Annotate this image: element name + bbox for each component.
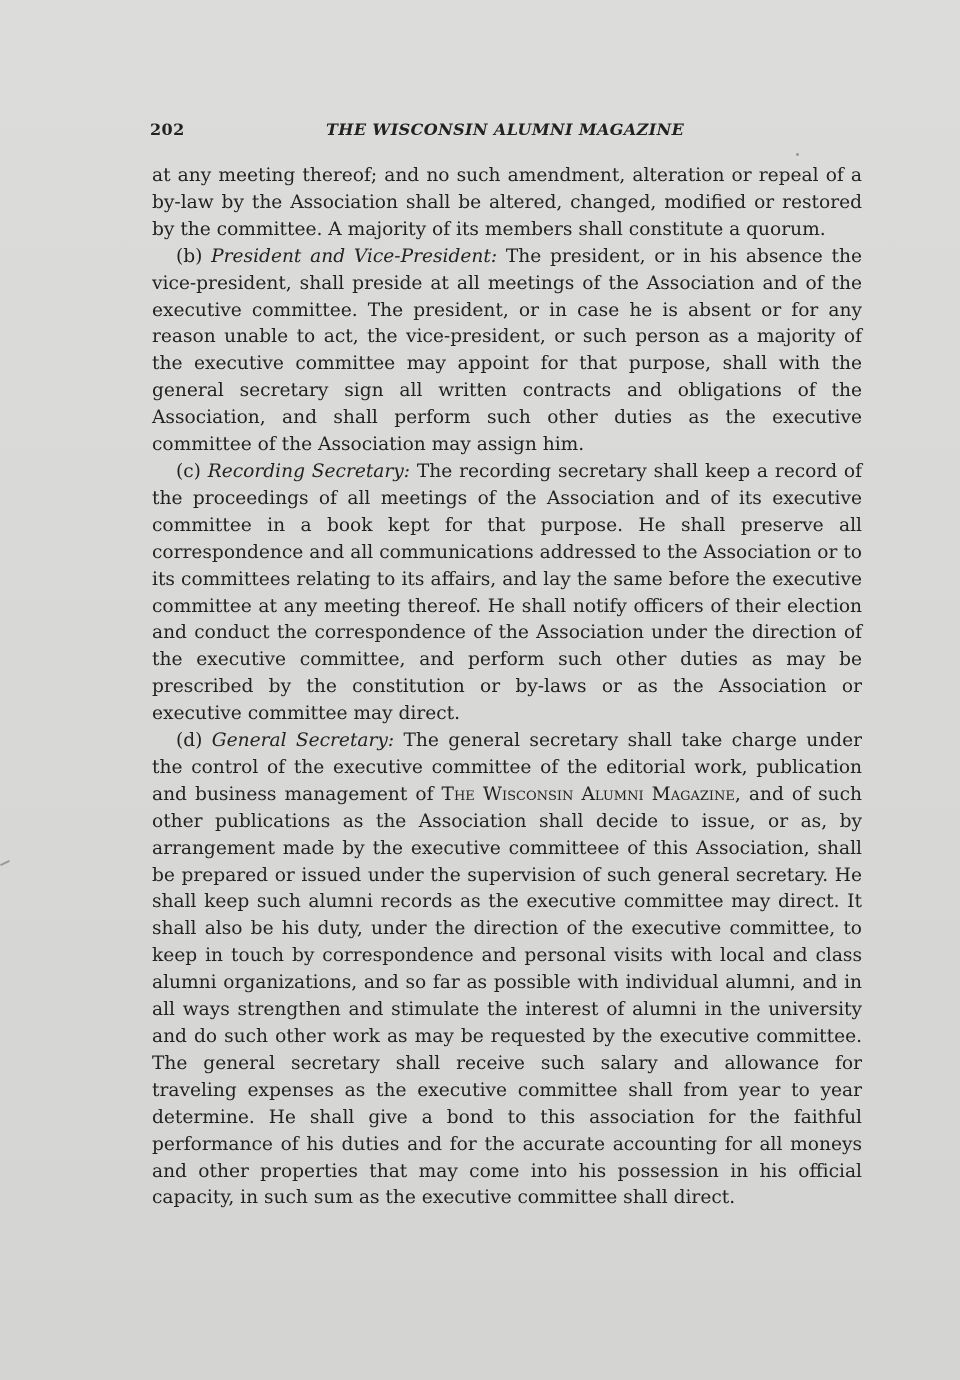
paragraph-lead: Recording Secretary: — [207, 460, 411, 482]
page-number: 202 — [150, 120, 185, 139]
paragraph-continuation — [152, 163, 862, 244]
page-header — [150, 118, 862, 142]
body-text — [152, 163, 862, 1212]
paragraph-text: The president, or in his absence the vice-president, shall preside at all meetings of the Association and of the executive committee. The president, or in case he is absent or for any reason unable to act, the vice-president, or such person as a majority of the executive committee may appoint for that purpose, shall with the general secretary sign all written contracts and obligations of the Association, and shall perform such other duties as the executive committee of the Association may assign him. — [152, 245, 862, 456]
paragraph-lead: General Secretary: — [211, 730, 395, 752]
paragraph-text: The recording secretary shall keep a record of the proceedings of all meetings of the Association and of its executive committee in a book kept for that purpose. He shall preserve all correspondence and all communications addressed to the Association or to its committees relating to its affairs, and lay the same before the executive committee at any meeting thereof. He shall notify officers of their election and conduct the correspondence of the Association under the direction of the executive committee, and perform such other duties as may be prescribed by the constitution or by-laws or as the Association or executive committee may direct. — [152, 460, 863, 725]
paragraph-marker: (c) — [176, 460, 201, 482]
scan-speck — [796, 153, 799, 156]
paragraph-d — [152, 728, 862, 1212]
paragraph-c — [152, 459, 862, 728]
paragraph-marker: (d) — [176, 730, 203, 752]
scan-speck — [0, 860, 10, 866]
running-head: THE WISCONSIN ALUMNI MAGAZINE — [326, 120, 685, 139]
paragraph-text: The general secretary shall take charge under the control of the executive committee of the editorial work, publication and business management of — [152, 730, 862, 805]
paragraph-b — [152, 244, 862, 459]
paragraph-lead: President and Vice-President: — [211, 245, 498, 267]
magazine-name: The Wisconsin Alumni Magazine — [441, 783, 735, 805]
paragraph-marker: (b) — [176, 245, 203, 267]
paragraph-text: at any meeting thereof; and no such amendment, alteration or repeal of a by-law by the Association shall be altered, changed, modified or restored by the committee. A majority of its members shall constitute a quorum. — [152, 165, 862, 240]
paragraph-text: , and of such other publications as the Association shall decide to issue, or as, by arrangement made by the executive committeee of this Association, shall be prepared or issued under the supervision of such general secretary. He shall keep such alumni records as the executive committee may direct. It shall also be his duty, under the direction of the executive committee, to keep in touch by correspondence and personal visits with local and class alumni organizations, and so far as possible with individual alumni, and in all ways strengthen and stimulate the interest of alumni in the university and do such other work as may be requested by the executive committee. The general secretary shall receive such salary and allowance for traveling expenses as the executive committee shall from year to year determine. He shall give a bond to this association for the faithful performance of his duties and for the accurate accounting for all moneys and other properties that may come into his possession in his official capacity, in such sum as the executive committee shall direct. — [152, 783, 862, 1209]
